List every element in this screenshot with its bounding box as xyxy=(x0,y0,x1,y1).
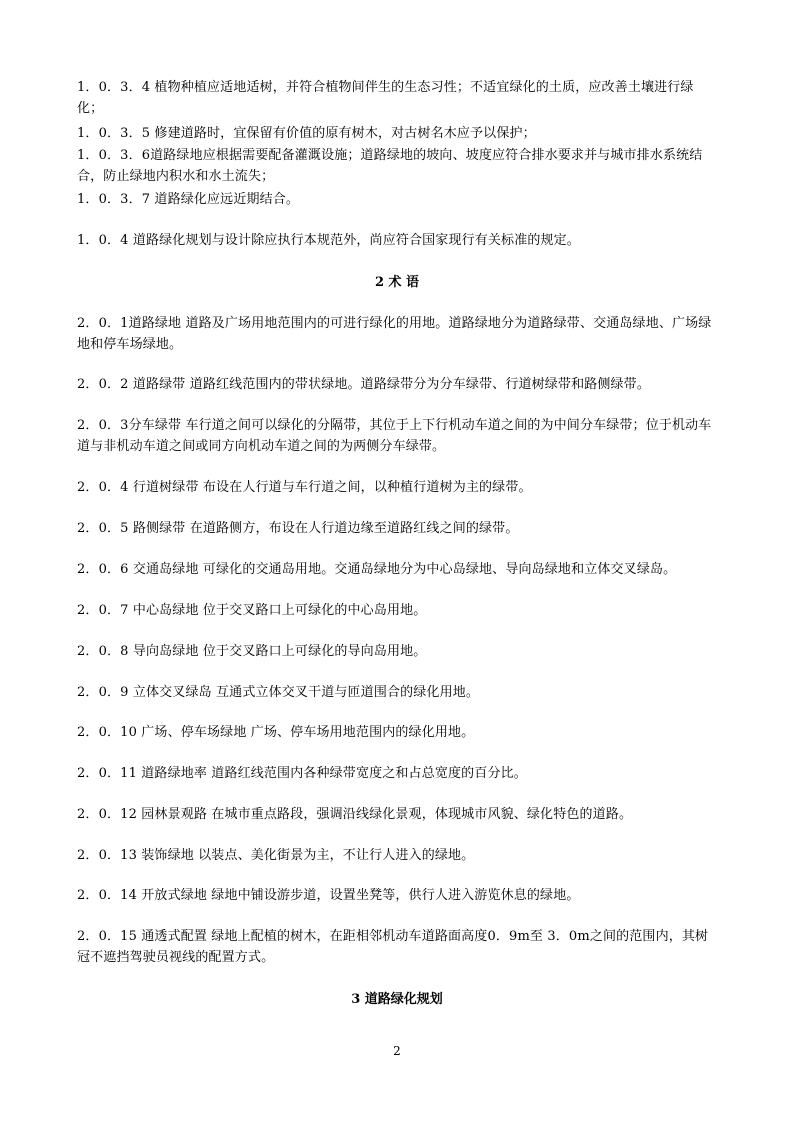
term-2-0-5: 2．0．5 路侧绿带 在道路侧方，布设在人行道边缘至道路红线之间的绿带。 xyxy=(77,521,519,536)
term-2-0-6: 2．0．6 交通岛绿地 可绿化的交通岛用地。交通岛绿地分为中心岛绿地、导向岛绿地和立体交叉绿岛。 xyxy=(77,562,677,577)
term-2-0-13: 2．0．13 装饰绿地 以装点、美化街景为主，不让行人进入的绿地。 xyxy=(77,848,475,863)
clause-1-0-3-5: 1．0．3．5 修建道路时，宜保留有价值的原有树木，对古树名木应予以保护； xyxy=(77,126,536,141)
section-2-heading: 2 术 语 xyxy=(374,275,420,290)
term-2-0-11: 2．0．11 道路绿地率 道路红线范围内各种绿带宽度之和占总宽度的百分比。 xyxy=(77,766,527,781)
term-2-0-14: 2．0．14 开放式绿地 绿地中铺设游步道，设置坐凳等，供行人进入游览休息的绿地。 xyxy=(77,888,580,903)
clause-1-0-3-6: 1．0．3．6道路绿地应根据需要配备灌溉设施；道路绿地的坡向、坡度应符合排水要求并与城市排水系统结合，防止绿地内积水和水土流失； xyxy=(77,148,703,184)
term-2-0-7: 2．0．7 中心岛绿地 位于交叉路口上可绿化的中心岛用地。 xyxy=(77,603,427,618)
term-2-0-4: 2．0．4 行道树绿带 布设在人行道与车行道之间，以种植行道树为主的绿带。 xyxy=(77,480,532,495)
term-2-0-1: 2．0．1道路绿地 道路及广场用地范围内的可进行绿化的用地。道路绿地分为道路绿带、交通岛绿地、广场绿地和停车场绿地。 xyxy=(77,316,712,352)
term-2-0-15: 2．0．15 通透式配置 绿地上配植的树木，在距相邻机动车道路面高度0．9m至 3．0m之间的范围内，其树冠不遮挡驾驶员视线的配置方式。 xyxy=(77,929,709,965)
clause-1-0-4: 1．0．4 道路绿化规划与设计除应执行本规范外，尚应符合国家现行有关标准的规定。 xyxy=(77,233,580,248)
term-2-0-9: 2．0．9 立体交叉绿岛 互通式立体交叉干道与匝道围合的绿化用地。 xyxy=(77,685,480,700)
term-2-0-8: 2．0．8 导向岛绿地 位于交叉路口上可绿化的导向岛用地。 xyxy=(77,644,427,659)
term-2-0-12: 2．0．12 园林景观路 在城市重点路段，强调沿线绿化景观，体现城市风貌、绿化特色的道路。 xyxy=(77,807,633,822)
page-number: 2 xyxy=(393,1044,401,1058)
term-2-0-3: 2．0．3分车绿带 车行道之间可以绿化的分隔带，其位于上下行机动车道之间的为中间分车绿带；位于机动车道与非机动车道之间或同方向机动车道之间的为两侧分车绿带。 xyxy=(77,418,712,454)
clause-1-0-3-4: 1．0．3．4 植物种植应适地适树，并符合植物间伴生的生态习性；不适宜绿化的土质，应改善土壤进行绿化； xyxy=(77,80,694,116)
term-2-0-10: 2．0．10 广场、停车场绿地 广场、停车场用地范围内的绿化用地。 xyxy=(77,725,475,740)
term-2-0-2: 2．0．2 道路绿带 道路红线范围内的带状绿地。道路绿带分为分车绿带、行道树绿带和路侧绿带。 xyxy=(77,377,650,392)
section-3-heading: 3 道路绿化规划 xyxy=(351,992,443,1007)
clause-1-0-3-7: 1．0．3．7 道路绿化应远近期结合。 xyxy=(77,192,300,207)
